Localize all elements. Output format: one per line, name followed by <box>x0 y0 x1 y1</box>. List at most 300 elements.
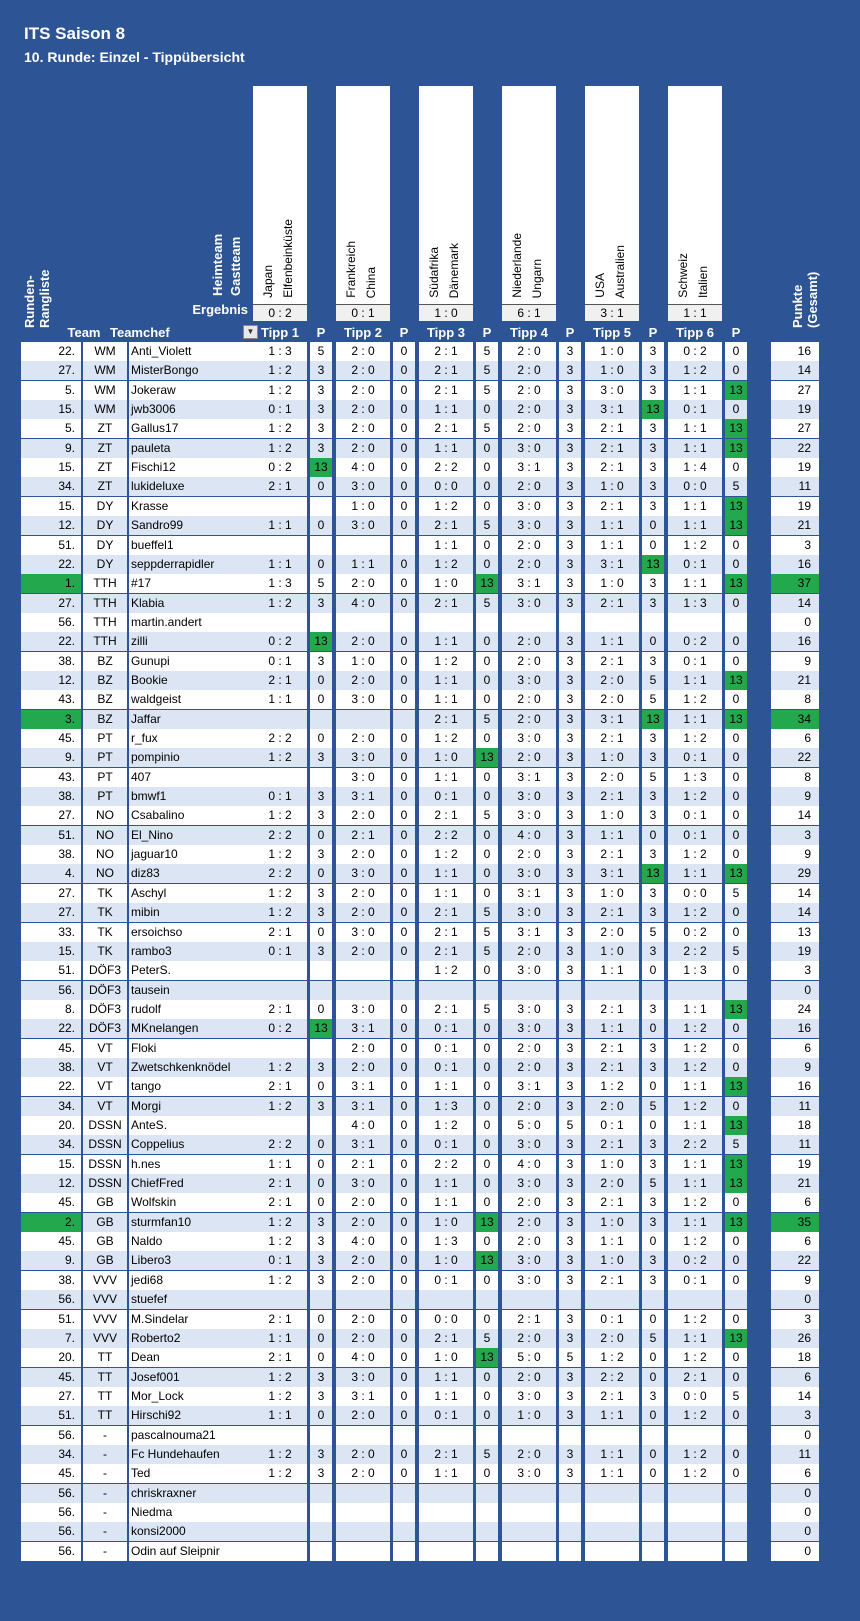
points-cell: 0 <box>393 1445 415 1464</box>
tipp-cell: 2 : 0 <box>502 1213 556 1232</box>
tipp-cell: 3 : 0 <box>502 1251 556 1270</box>
points-cell: 0 <box>310 516 332 535</box>
teamchef-cell: jaguar10 <box>129 845 274 864</box>
rank-cell: 5. <box>21 419 81 438</box>
points-cell: 3 <box>559 1406 581 1425</box>
points-cell: 5 <box>476 903 498 922</box>
rank-cell: 34. <box>21 477 81 496</box>
tipp-cell: 2 : 2 <box>668 1135 722 1154</box>
total-points-cell: 9 <box>771 1058 819 1077</box>
team-cell: - <box>83 1426 127 1445</box>
tipp-cell <box>668 1426 722 1445</box>
table-row <box>21 1503 847 1522</box>
points-cell: 3 <box>559 942 581 961</box>
points-cell <box>310 768 332 787</box>
rank-cell: 43. <box>21 768 81 787</box>
points-cell: 0 <box>642 1077 664 1096</box>
tipp-cell: 1 : 2 <box>253 903 307 922</box>
tipp-cell: 3 : 1 <box>502 1077 556 1096</box>
table-row <box>21 1232 847 1251</box>
tipp-cell: 1 : 1 <box>668 1329 722 1348</box>
rank-cell: 20. <box>21 1116 81 1135</box>
tipp-cell: 2 : 2 <box>585 1368 639 1387</box>
tipp-cell: 1 : 1 <box>668 1174 722 1193</box>
total-points-cell: 8 <box>771 690 819 709</box>
rank-cell: 34. <box>21 1135 81 1154</box>
tipp-cell: 2 : 0 <box>585 1097 639 1116</box>
filter-dropdown-icon[interactable]: ▼ <box>243 325 258 339</box>
team-cell: TTH <box>83 574 127 593</box>
tipp-cell: 1 : 2 <box>253 1368 307 1387</box>
tipp-cell: 3 : 0 <box>502 1135 556 1154</box>
total-points-cell: 19 <box>771 497 819 516</box>
rank-cell: 45. <box>21 729 81 748</box>
table-row <box>21 806 847 825</box>
rank-cell: 51. <box>21 961 81 980</box>
points-cell <box>393 1426 415 1445</box>
rank-cell: 20. <box>21 1348 81 1367</box>
points-cell: 0 <box>393 400 415 419</box>
points-cell: 3 <box>559 1387 581 1406</box>
tipp-cell: 2 : 0 <box>336 806 390 825</box>
tipp-cell: 0 : 0 <box>419 1310 473 1329</box>
points-cell: 3 <box>642 748 664 767</box>
tipp-cell: 3 : 0 <box>502 1464 556 1483</box>
team-cell: - <box>83 1542 127 1561</box>
points-cell: 0 <box>725 903 747 922</box>
points-cell: 13 <box>642 710 664 729</box>
points-cell: 0 <box>393 632 415 651</box>
points-cell <box>393 1542 415 1561</box>
total-points-cell: 22 <box>771 748 819 767</box>
tipp-cell: 1 : 1 <box>253 1406 307 1425</box>
tipp-cell: 1 : 2 <box>668 787 722 806</box>
points-cell: 3 <box>559 961 581 980</box>
points-cell: 0 <box>725 1406 747 1425</box>
total-points-cell: 0 <box>771 1542 819 1561</box>
rank-cell: 12. <box>21 671 81 690</box>
team-cell: GB <box>83 1213 127 1232</box>
points-cell: 3 <box>310 1445 332 1464</box>
table-row <box>21 671 847 690</box>
tipp-cell: 3 : 0 <box>502 1000 556 1019</box>
teamchef-cell: Sandro99 <box>129 516 274 535</box>
points-cell: 13 <box>725 864 747 883</box>
tipp-cell <box>502 1426 556 1445</box>
tipp-cell: 1 : 1 <box>585 632 639 651</box>
rank-cell: 38. <box>21 1271 81 1290</box>
points-cell: 0 <box>476 458 498 477</box>
total-points-cell: 11 <box>771 1135 819 1154</box>
points-cell: 5 <box>725 942 747 961</box>
tipp-cell: 2 : 0 <box>336 1406 390 1425</box>
tipp-cell: 2 : 0 <box>585 1329 639 1348</box>
tipp-cell: 0 : 1 <box>419 1406 473 1425</box>
rank-cell: 51. <box>21 536 81 555</box>
tipp-cell <box>336 1542 390 1561</box>
tipp-cell: 2 : 0 <box>336 381 390 400</box>
tipp-cell <box>419 613 473 632</box>
tipp-cell: 1 : 2 <box>668 903 722 922</box>
tipp-cell: 1 : 3 <box>668 768 722 787</box>
tipp-cell: 1 : 1 <box>253 555 307 574</box>
points-cell: 5 <box>642 1329 664 1348</box>
team-cell: BZ <box>83 710 127 729</box>
points-cell: 3 <box>559 1310 581 1329</box>
tipp-cell <box>336 1484 390 1503</box>
table-row <box>21 1251 847 1270</box>
points-cell: 0 <box>725 1348 747 1367</box>
points-cell <box>725 1542 747 1561</box>
points-cell: 0 <box>393 1097 415 1116</box>
team-cell: VT <box>83 1058 127 1077</box>
teamchef-cell: #17 <box>129 574 274 593</box>
points-cell: 0 <box>725 1251 747 1270</box>
points-cell: 0 <box>642 1464 664 1483</box>
teamchef-cell: h.nes <box>129 1155 274 1174</box>
team-cell: - <box>83 1484 127 1503</box>
teamchef-cell: stuefef <box>129 1290 274 1309</box>
team-cell: TK <box>83 942 127 961</box>
tipp-cell: 1 : 1 <box>419 536 473 555</box>
team-cell: TT <box>83 1406 127 1425</box>
tipp-cell: 2 : 1 <box>585 1387 639 1406</box>
rank-cell: 56. <box>21 1522 81 1541</box>
tipp-cell: 1 : 2 <box>585 1077 639 1096</box>
rank-cell: 45. <box>21 1039 81 1058</box>
points-cell: 0 <box>725 748 747 767</box>
tipp-cell: 1 : 3 <box>253 574 307 593</box>
total-points-cell: 22 <box>771 439 819 458</box>
tipp-cell: 1 : 1 <box>668 710 722 729</box>
total-points-cell: 6 <box>771 1368 819 1387</box>
tipp-cell: 2 : 0 <box>502 690 556 709</box>
points-cell <box>393 1290 415 1309</box>
tipp-cell <box>585 1426 639 1445</box>
rank-cell: 34. <box>21 1445 81 1464</box>
team-cell: NO <box>83 806 127 825</box>
tipp-cell: 1 : 2 <box>668 690 722 709</box>
points-cell: 13 <box>725 1155 747 1174</box>
points-cell: 3 <box>642 458 664 477</box>
points-cell: 0 <box>725 594 747 613</box>
tipp-cell: 1 : 1 <box>253 1329 307 1348</box>
tipp-cell: 1 : 2 <box>668 1232 722 1251</box>
tipp-cell: 0 : 0 <box>668 884 722 903</box>
points-cell: 3 <box>559 1000 581 1019</box>
label-punkte: Punkte (Gesamt) <box>790 271 820 328</box>
points-cell: 0 <box>476 1387 498 1406</box>
points-cell: 13 <box>725 1077 747 1096</box>
points-cell: 0 <box>393 1406 415 1425</box>
tipp-cell <box>585 1503 639 1522</box>
tipp-cell: 0 : 1 <box>668 826 722 845</box>
table-row <box>21 400 847 419</box>
tipp-cell: 1 : 1 <box>668 864 722 883</box>
tipp-cell: 1 : 0 <box>585 1155 639 1174</box>
tipp-cell: 3 : 1 <box>502 574 556 593</box>
points-cell: 0 <box>476 1232 498 1251</box>
tipp-cell: 2 : 0 <box>502 419 556 438</box>
tipp-cell: 3 : 0 <box>336 923 390 942</box>
rank-cell: 22. <box>21 632 81 651</box>
tipp-cell: 0 : 1 <box>419 1058 473 1077</box>
rank-cell: 22. <box>21 1077 81 1096</box>
tipp-cell: 3 : 0 <box>502 497 556 516</box>
teamchef-cell: Mor_Lock <box>129 1387 274 1406</box>
points-cell: 0 <box>476 400 498 419</box>
tipp-cell: 1 : 0 <box>585 574 639 593</box>
points-cell: 13 <box>725 671 747 690</box>
teamchef-cell: Morgi <box>129 1097 274 1116</box>
total-points-cell: 8 <box>771 768 819 787</box>
points-cell <box>476 981 498 1000</box>
team-cell: TTH <box>83 594 127 613</box>
table-row <box>21 361 847 380</box>
tipp-cell: 2 : 0 <box>336 884 390 903</box>
points-cell: 3 <box>559 419 581 438</box>
points-cell: 3 <box>310 1464 332 1483</box>
total-points-cell: 14 <box>771 806 819 825</box>
tipp-cell: 3 : 1 <box>336 1387 390 1406</box>
tipp-cell: 0 : 2 <box>253 458 307 477</box>
tipp-cell: 2 : 0 <box>502 1232 556 1251</box>
tipp-cell: 2 : 1 <box>336 826 390 845</box>
tipp-cell: 1 : 2 <box>668 1310 722 1329</box>
tipp-cell: 3 : 0 <box>502 806 556 825</box>
tipp-cell: 2 : 2 <box>253 826 307 845</box>
tipp-cell: 2 : 1 <box>419 361 473 380</box>
teamchef-cell: mibin <box>129 903 274 922</box>
points-cell <box>559 1426 581 1445</box>
tipp-cell: 1 : 1 <box>419 439 473 458</box>
tipp-cell: 2 : 1 <box>585 845 639 864</box>
tipp-cell: 2 : 0 <box>336 729 390 748</box>
tipp-cell: 1 : 0 <box>585 1213 639 1232</box>
tipp-cell: 2 : 1 <box>419 516 473 535</box>
tipp-cell: 0 : 2 <box>668 1251 722 1270</box>
points-cell: 0 <box>476 1368 498 1387</box>
tipp-cell: 1 : 1 <box>668 439 722 458</box>
col-points-header-6: P <box>731 325 741 340</box>
points-cell: 3 <box>642 574 664 593</box>
teamchef-cell: Aschyl <box>129 884 274 903</box>
total-points-cell: 14 <box>771 1387 819 1406</box>
rank-cell: 2. <box>21 1213 81 1232</box>
teamchef-cell: Josef001 <box>129 1368 274 1387</box>
total-points-cell: 0 <box>771 1290 819 1309</box>
points-cell: 3 <box>642 594 664 613</box>
table-row <box>21 613 847 632</box>
table-row <box>21 1406 847 1425</box>
tipp-cell: 2 : 0 <box>336 419 390 438</box>
tipp-cell: 0 : 1 <box>253 1251 307 1270</box>
tipp-cell <box>502 1484 556 1503</box>
points-cell: 3 <box>642 1135 664 1154</box>
points-cell <box>642 981 664 1000</box>
tipp-cell: 3 : 0 <box>336 748 390 767</box>
points-cell: 3 <box>559 768 581 787</box>
points-cell: 5 <box>642 1174 664 1193</box>
points-cell: 3 <box>310 381 332 400</box>
team-cell: NO <box>83 864 127 883</box>
tipp-cell: 0 : 2 <box>668 923 722 942</box>
tipp-cell: 2 : 0 <box>502 652 556 671</box>
tipp-cell: 1 : 2 <box>253 419 307 438</box>
tipp-cell <box>253 1290 307 1309</box>
table-row <box>21 1193 847 1212</box>
tipp-cell: 1 : 2 <box>419 961 473 980</box>
rank-cell: 15. <box>21 942 81 961</box>
tipp-cell: 2 : 0 <box>502 400 556 419</box>
points-cell: 3 <box>310 652 332 671</box>
table-row <box>21 1019 847 1038</box>
points-cell: 0 <box>725 1058 747 1077</box>
tipp-cell: 1 : 1 <box>419 690 473 709</box>
points-cell <box>725 1503 747 1522</box>
points-cell: 0 <box>725 1019 747 1038</box>
points-cell: 3 <box>310 1058 332 1077</box>
tipp-cell: 3 : 0 <box>502 903 556 922</box>
team-cell: GB <box>83 1193 127 1212</box>
points-cell: 3 <box>559 1097 581 1116</box>
table-row <box>21 1426 847 1445</box>
points-cell <box>310 613 332 632</box>
tipp-cell: 2 : 1 <box>419 381 473 400</box>
points-cell: 0 <box>310 729 332 748</box>
points-cell: 0 <box>393 381 415 400</box>
points-cell: 3 <box>559 1155 581 1174</box>
points-cell: 13 <box>476 1348 498 1367</box>
points-cell: 0 <box>310 923 332 942</box>
tipp-cell: 1 : 1 <box>253 1155 307 1174</box>
points-cell: 5 <box>476 381 498 400</box>
tipp-cell: 2 : 0 <box>502 942 556 961</box>
tipp-cell: 3 : 0 <box>502 787 556 806</box>
points-cell: 3 <box>642 361 664 380</box>
tipp-cell: 1 : 1 <box>419 1387 473 1406</box>
tipp-cell: 2 : 0 <box>336 439 390 458</box>
points-cell: 0 <box>393 903 415 922</box>
points-cell <box>476 1484 498 1503</box>
tipp-cell: 1 : 2 <box>253 884 307 903</box>
total-points-cell: 0 <box>771 1426 819 1445</box>
tipp-cell: 3 : 1 <box>502 923 556 942</box>
tipp-cell: 1 : 1 <box>419 768 473 787</box>
points-cell: 3 <box>642 439 664 458</box>
tipp-cell: 4 : 0 <box>336 594 390 613</box>
teamchef-cell: bmwf1 <box>129 787 274 806</box>
points-cell: 0 <box>642 1116 664 1135</box>
points-cell: 3 <box>559 652 581 671</box>
tipp-cell: 2 : 2 <box>253 1135 307 1154</box>
table-row <box>21 1271 847 1290</box>
tipp-cell: 2 : 0 <box>502 1193 556 1212</box>
points-cell: 0 <box>476 555 498 574</box>
tipp-cell: 3 : 1 <box>336 1097 390 1116</box>
points-cell <box>559 1542 581 1561</box>
tipp-cell: 3 : 0 <box>502 1387 556 1406</box>
points-cell: 3 <box>642 342 664 361</box>
points-cell: 3 <box>559 826 581 845</box>
teamchef-cell: seppderrapidler <box>129 555 274 574</box>
tipp-cell: 1 : 0 <box>585 884 639 903</box>
label-gastteam: Gastteam <box>228 236 243 296</box>
points-cell: 0 <box>476 1310 498 1329</box>
tipp-cell: 1 : 1 <box>419 632 473 651</box>
teamchef-cell: Bookie <box>129 671 274 690</box>
points-cell <box>393 613 415 632</box>
points-cell: 3 <box>642 729 664 748</box>
tipp-cell <box>336 1522 390 1541</box>
tipp-cell <box>419 981 473 1000</box>
tipp-cell <box>336 981 390 1000</box>
points-cell: 3 <box>559 787 581 806</box>
tipp-cell: 3 : 0 <box>502 439 556 458</box>
points-cell: 3 <box>310 1271 332 1290</box>
teamchef-cell: M.Sindelar <box>129 1310 274 1329</box>
points-cell: 0 <box>393 497 415 516</box>
rank-cell: 45. <box>21 1368 81 1387</box>
points-cell: 0 <box>476 1464 498 1483</box>
points-cell: 0 <box>725 1310 747 1329</box>
teamchef-cell: pauleta <box>129 439 274 458</box>
tipp-cell: 3 : 0 <box>336 768 390 787</box>
team-cell: NO <box>83 845 127 864</box>
match-result-6: 1 : 1 <box>668 304 722 321</box>
tipp-cell: 2 : 1 <box>419 903 473 922</box>
tipp-cell: 2 : 1 <box>419 1329 473 1348</box>
tipp-cell: 2 : 1 <box>253 1348 307 1367</box>
points-cell: 0 <box>393 419 415 438</box>
total-points-cell: 6 <box>771 1232 819 1251</box>
points-cell: 5 <box>476 1329 498 1348</box>
tipp-cell: 0 : 1 <box>253 652 307 671</box>
tipp-cell: 1 : 2 <box>253 1445 307 1464</box>
points-cell: 0 <box>476 1097 498 1116</box>
table-row <box>21 652 847 671</box>
points-cell: 0 <box>393 652 415 671</box>
table-row <box>21 845 847 864</box>
page-title: ITS Saison 8 <box>24 24 126 43</box>
team-cell: PT <box>83 729 127 748</box>
team-cell: WM <box>83 400 127 419</box>
tipp-cell: 2 : 2 <box>253 864 307 883</box>
tipp-cell: 2 : 1 <box>585 458 639 477</box>
total-points-cell: 6 <box>771 1193 819 1212</box>
teamchef-cell: rambo3 <box>129 942 274 961</box>
points-cell: 0 <box>642 1232 664 1251</box>
points-cell: 0 <box>476 536 498 555</box>
points-cell: 0 <box>393 923 415 942</box>
tipp-cell: 2 : 0 <box>502 361 556 380</box>
tipp-cell: 2 : 1 <box>419 1000 473 1019</box>
total-points-cell: 35 <box>771 1213 819 1232</box>
points-cell: 5 <box>725 884 747 903</box>
points-cell: 3 <box>642 1000 664 1019</box>
points-cell <box>559 981 581 1000</box>
points-cell: 3 <box>310 845 332 864</box>
rank-cell: 56. <box>21 1426 81 1445</box>
points-cell <box>642 1290 664 1309</box>
tipp-cell: 4 : 0 <box>336 458 390 477</box>
match-header-1 <box>253 86 307 304</box>
points-cell: 3 <box>642 787 664 806</box>
points-cell: 0 <box>393 458 415 477</box>
tipp-cell: 1 : 0 <box>419 748 473 767</box>
total-points-cell: 16 <box>771 632 819 651</box>
table-row <box>21 1116 847 1135</box>
